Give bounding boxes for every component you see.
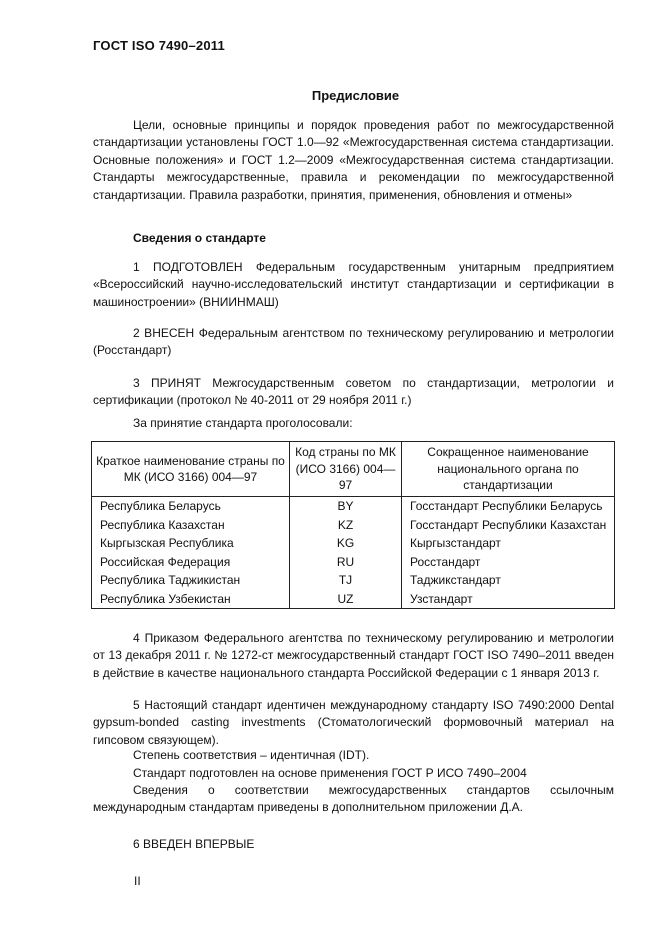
table-row <box>92 516 615 535</box>
country-name-cell: Республика Узбекистан <box>92 590 290 609</box>
national-body-cell: Росстандарт <box>402 553 615 572</box>
national-body-cell: Таджикстандарт <box>402 571 615 590</box>
table-row <box>92 497 615 516</box>
references-statement: Сведения о соответствии межгосударственных стандартов ссылочным международным стандартам приведены в дополнительном приложении Д.А. <box>93 783 614 815</box>
item-3-paragraph: 3 ПРИНЯТ Межгосударственным советом по стандартизации, метрологии и сертификации (протокол № 40-2011 от 29 ноября 2011 г.) <box>93 376 614 408</box>
header-national-body: Сокращенное наименование национального органа по стандартизации <box>402 442 615 497</box>
item-2-paragraph: 2 ВНЕСЕН Федеральным агентством по техническому регулированию и метрологии (Росстандарт) <box>93 326 614 358</box>
country-name-cell: Республика Казахстан <box>92 516 290 535</box>
country-code-cell: KZ <box>290 516 402 535</box>
country-code-cell: RU <box>290 553 402 572</box>
country-name-cell: Российская Федерация <box>92 553 290 572</box>
country-name-cell: Республика Беларусь <box>92 497 290 516</box>
country-code-cell: BY <box>290 497 402 516</box>
country-name-cell: Республика Таджикистан <box>92 571 290 590</box>
page-number: II <box>134 874 141 888</box>
country-code-cell: TJ <box>290 571 402 590</box>
item-1-paragraph: 1 ПОДГОТОВЛЕН Федеральным государственным унитарным предприятием «Всероссийский научно-исследовательский институт стандартизации и сертификации в машиностроении» (ВНИИНМАШ) <box>93 260 614 309</box>
item-5-paragraph: 5 Настоящий стандарт идентичен международному стандарту ISO 7490:2000 Dental gypsum-bonded casting investments (Стоматологический формовочный материал на гипсовом связующем). <box>93 698 614 747</box>
country-code-cell: KG <box>290 534 402 553</box>
page-title: Предисловие <box>311 88 400 103</box>
vote-intro: За принятие стандарта проголосовали: <box>133 416 353 430</box>
conformity-degree: Степень соответствия – идентичная (IDT). <box>133 748 370 762</box>
national-body-cell: Госстандарт Республики Беларусь <box>402 497 615 516</box>
national-body-cell: Госстандарт Республики Казахстан <box>402 516 615 535</box>
country-name-cell: Кыргызская Республика <box>92 534 290 553</box>
intro-paragraph: Цели, основные принципы и порядок проведения работ по межгосударственной стандартизации установлены ГОСТ 1.0—92 «Межгосударственная система стандартизации. Основные положения» и ГОСТ 1.2—2009 «Межгосударственная система стандартизации. Стандарты межгосударственные, правила и рекомендации по межгосударственной стандартизации. Правила разработки, принятия, применения, обновления и отмены» <box>93 118 614 202</box>
document-header: ГОСТ ISO 7490–2011 <box>93 38 225 53</box>
table-row <box>92 590 615 609</box>
country-code-cell: UZ <box>290 590 402 609</box>
table-row <box>92 534 615 553</box>
national-body-cell: Кыргызстандарт <box>402 534 615 553</box>
basis-statement: Стандарт подготовлен на основе применения ГОСТ Р ИСО 7490–2004 <box>133 766 527 780</box>
table-row <box>92 571 615 590</box>
item-6-paragraph: 6 ВВЕДЕН ВПЕРВЫЕ <box>133 837 255 851</box>
table-header-row <box>92 442 615 497</box>
header-country-name: Краткое наименование страны по МК (ИСО 3166) 004—97 <box>92 442 290 497</box>
table-row <box>92 553 615 572</box>
section-heading: Сведения о стандарте <box>133 231 266 245</box>
national-body-cell: Узстандарт <box>402 590 615 609</box>
header-country-code: Код страны по МК (ИСО 3166) 004—97 <box>290 442 402 497</box>
item-4-paragraph: 4 Приказом Федерального агентства по техническому регулированию и метрологии от 13 декабря 2011 г. № 1272-ст межгосударственный стандарт ГОСТ ISO 7490–2011 введен в действие в качестве национального стандарта Российской Федерации с 1 января 2013 г. <box>93 631 614 680</box>
voting-table <box>91 441 615 609</box>
